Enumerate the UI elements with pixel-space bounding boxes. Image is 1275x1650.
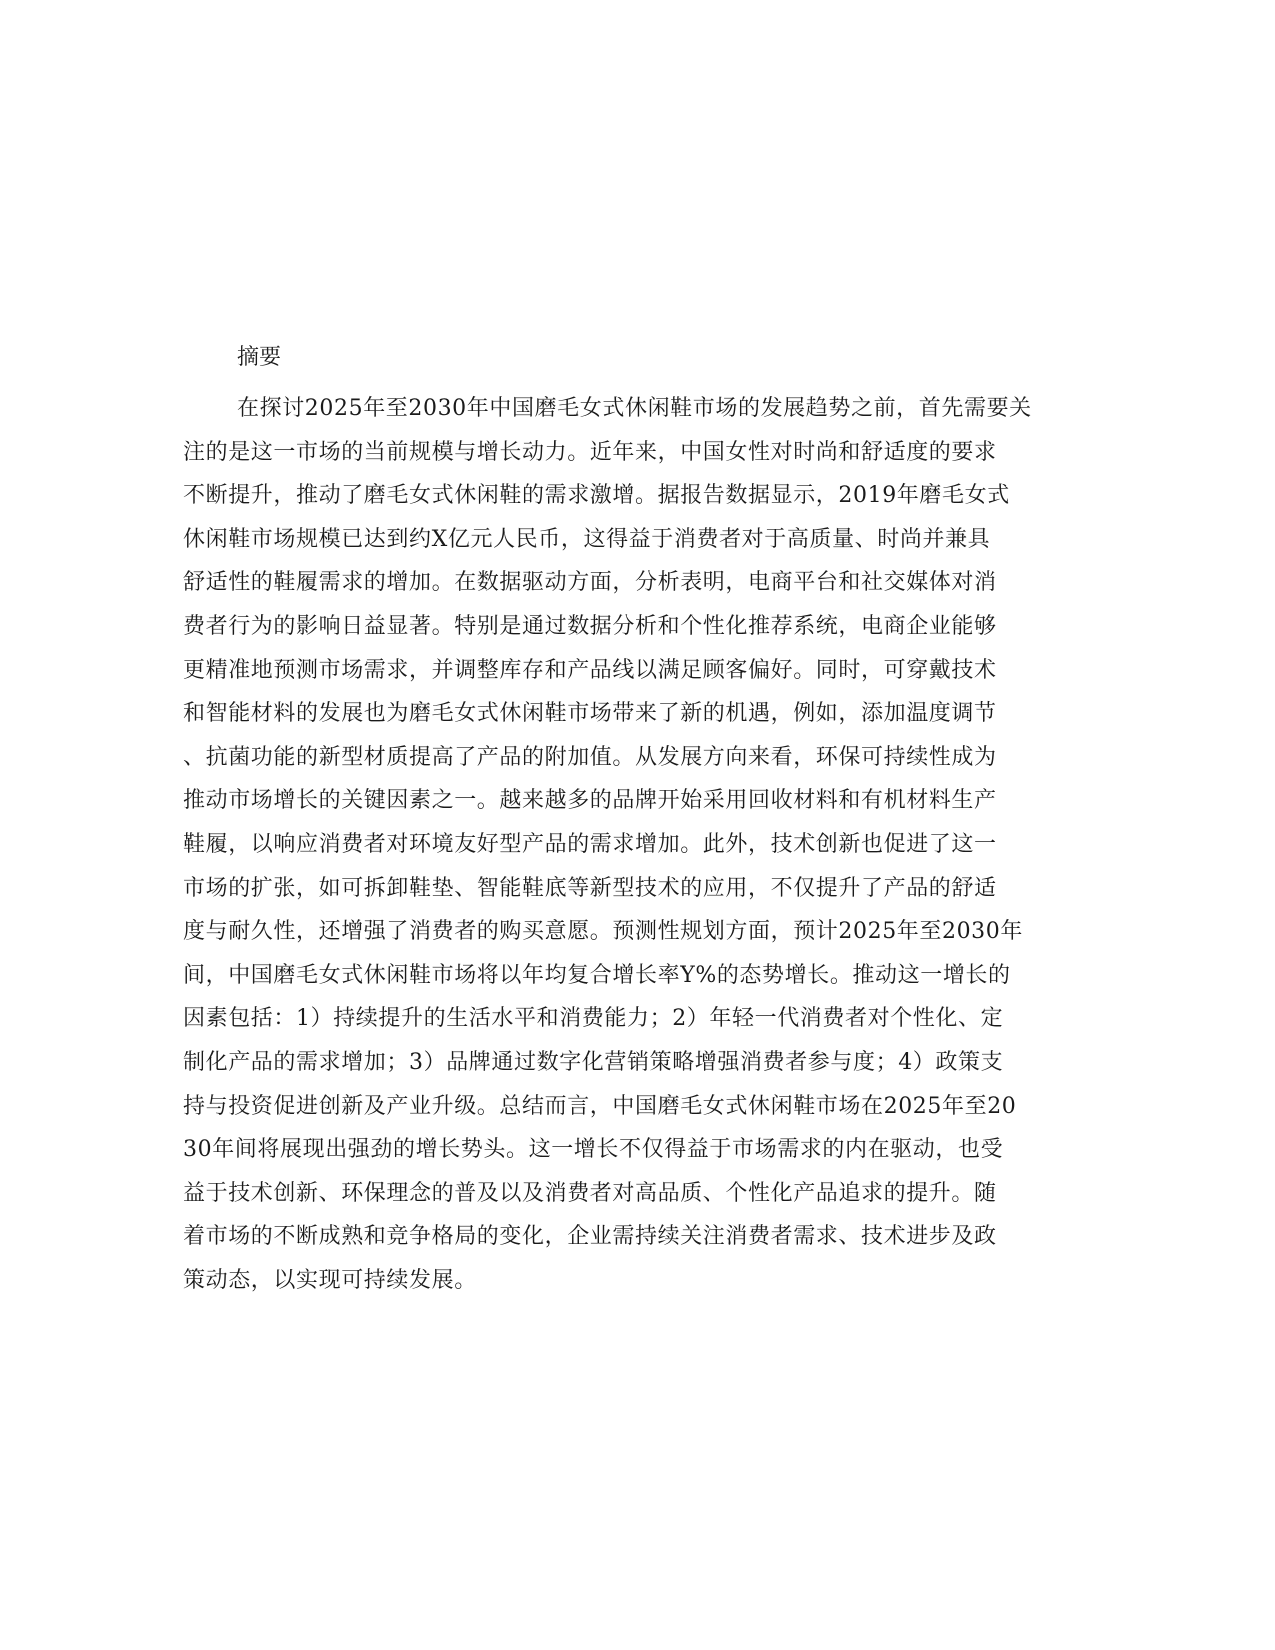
paragraph-line: 益于技术创新、环保理念的普及以及消费者对高品质、个性化产品追求的提升。随 xyxy=(183,1180,997,1206)
abstract-paragraph xyxy=(183,387,1083,1302)
paragraph-line: 更精准地预测市场需求，并调整库存和产品线以满足顾客偏好。同时，可穿戴技术 xyxy=(183,657,997,683)
paragraph-line: 30年间将展现出强劲的增长势头。这一增长不仅得益于市场需求的内在驱动，也受 xyxy=(183,1137,1004,1163)
paragraph-line: 在探讨2025年至2030年中国磨毛女式休闲鞋市场的发展趋势之前，首先需要关 xyxy=(237,396,1032,421)
paragraph-line: 市场的扩张，如可拆卸鞋垫、智能鞋底等新型技术的应用，不仅提升了产品的舒适 xyxy=(183,875,997,901)
paragraph-line: 着市场的不断成熟和竞争格局的变化，企业需持续关注消费者需求、技术进步及政 xyxy=(183,1224,997,1250)
paragraph-line: 策动态，以实现可持续发展。 xyxy=(183,1267,477,1293)
paragraph-line: 注的是这一市场的当前规模与增长动力。近年来，中国女性对时尚和舒适度的要求 xyxy=(183,439,997,465)
paragraph-line: 制化产品的需求增加；3）品牌通过数字化营销策略增强消费者参与度；4）政策支 xyxy=(183,1049,1004,1075)
paragraph-line: 费者行为的影响日益显著。特别是通过数据分析和个性化推荐系统，电商企业能够 xyxy=(183,613,997,639)
paragraph-line: 因素包括：1）持续提升的生活水平和消费能力；2）年轻一代消费者对个性化、定 xyxy=(183,1006,1004,1032)
paragraph-line: 和智能材料的发展也为磨毛女式休闲鞋市场带来了新的机遇，例如，添加温度调节 xyxy=(183,701,997,727)
paragraph-line: 持与投资促进创新及产业升级。总结而言，中国磨毛女式休闲鞋市场在2025年至20 xyxy=(183,1093,1017,1119)
paragraph-line: 度与耐久性，还增强了消费者的购买意愿。预测性规划方面，预计2025年至2030年 xyxy=(183,919,1023,945)
paragraph-line: 休闲鞋市场规模已达到约X亿元人民币，这得益于消费者对于高质量、时尚并兼具 xyxy=(183,526,991,552)
paragraph-line: 不断提升，推动了磨毛女式休闲鞋的需求激增。据报告数据显示，2019年磨毛女式 xyxy=(183,483,1010,509)
paragraph-line: 鞋履，以响应消费者对环境友好型产品的需求增加。此外，技术创新也促进了这一 xyxy=(183,831,997,857)
paragraph-line: 间，中国磨毛女式休闲鞋市场将以年均复合增长率Y%的态势增长。推动这一增长的 xyxy=(183,962,1011,988)
section-heading: 摘要 xyxy=(237,345,282,370)
paragraph-line: 舒适性的鞋履需求的增加。在数据驱动方面，分析表明，电商平台和社交媒体对消 xyxy=(183,570,997,596)
paragraph-line: 、抗菌功能的新型材质提高了产品的附加值。从发展方向来看，环保可持续性成为 xyxy=(183,744,997,770)
paragraph-line: 推动市场增长的关键因素之一。越来越多的品牌开始采用回收材料和有机材料生产 xyxy=(183,788,997,814)
